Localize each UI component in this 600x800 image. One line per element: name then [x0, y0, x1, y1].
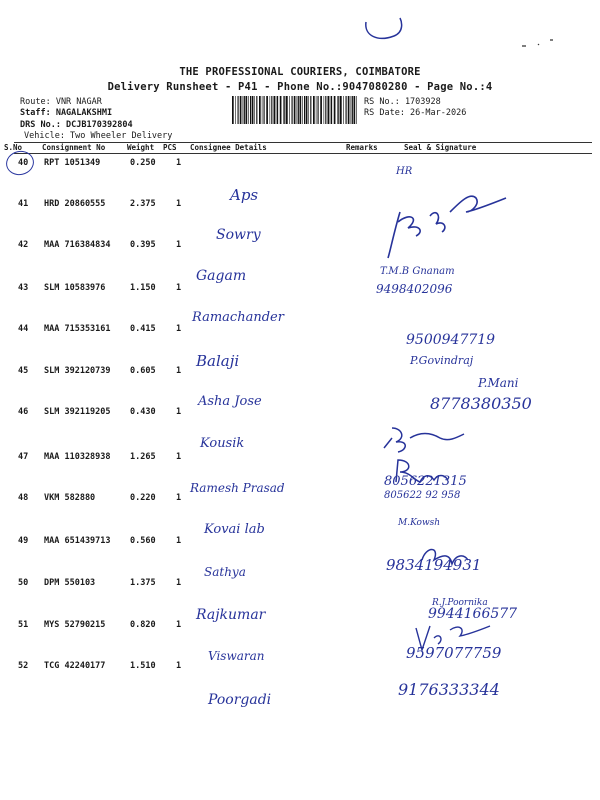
row-sno: 42: [18, 240, 29, 250]
row-consignee-handwritten: Kovai lab: [204, 522, 265, 537]
row-consignment-no: DPM 550103: [44, 578, 96, 588]
route-label: Route: VNR NAGAR: [20, 97, 102, 107]
row-weight: 1.265: [130, 452, 156, 462]
row-remark-handwritten: 9597077759: [406, 644, 502, 662]
col-remarks: Remarks: [346, 143, 378, 152]
signature-49: [416, 540, 476, 574]
rs-number: RS No.: 1703928: [364, 97, 441, 107]
row-weight: 1.150: [130, 283, 156, 293]
col-weight: Weight: [127, 143, 155, 152]
row-sno: 51: [18, 620, 29, 630]
row-weight: 1.510: [130, 661, 156, 671]
row-remark-handwritten: R.J.Poornika: [432, 598, 488, 608]
row-remark-handwritten: M.Kowsh: [398, 518, 441, 528]
row-weight: 0.430: [130, 407, 156, 417]
row-consignment-no: MAA 110328938: [44, 452, 111, 462]
row-consignment-no: HRD 20860555: [44, 199, 106, 209]
row-pcs: 1: [176, 661, 182, 671]
row-sno: 41: [18, 199, 29, 209]
row-sno: 43: [18, 283, 29, 293]
row-consignment-no: RPT 1051349: [44, 158, 101, 168]
row-remark-handwritten: 9176333344: [398, 680, 500, 699]
row-weight: 0.250: [130, 158, 156, 168]
row-weight: 0.415: [130, 324, 156, 334]
row-weight: 0.605: [130, 366, 156, 376]
row-sno: 48: [18, 493, 29, 503]
header-bottom-rule: [14, 153, 592, 154]
row-pcs: 1: [176, 199, 182, 209]
col-consignment: Consignment No: [42, 143, 106, 152]
row-consignee-handwritten: Balaji: [196, 352, 240, 370]
row-sno: 46: [18, 407, 29, 417]
row-sno: 47: [18, 452, 29, 462]
row-remark-handwritten: HR: [396, 166, 413, 177]
row-pcs: 1: [176, 493, 182, 503]
row-sno: 52: [18, 661, 29, 671]
corner-marks: [518, 34, 558, 54]
row-consignment-no: TCG 42240177: [44, 661, 106, 671]
handwritten-note: P.Mani: [478, 376, 519, 390]
col-pcs: PCS: [163, 143, 177, 152]
handwritten-note: P.Govindraj: [410, 354, 474, 367]
row-pcs: 1: [176, 158, 182, 168]
row-sno: 40: [18, 158, 29, 168]
signature-46: [380, 418, 480, 458]
row-sno: 50: [18, 578, 29, 588]
row-consignee-handwritten: Kousik: [200, 436, 245, 451]
signature-51: [410, 618, 500, 658]
row-sno: 49: [18, 536, 29, 546]
top-scribble: [360, 12, 420, 44]
row-consignment-no: VKM 582880: [44, 493, 96, 503]
row-consignment-no: SLM 10583976: [44, 283, 106, 293]
row-weight: 0.820: [130, 620, 156, 630]
row-consignment-no: MAA 716384834: [44, 240, 111, 250]
row-remark-handwritten: 9500947719: [406, 332, 496, 348]
staff-label: Staff: NAGALAKSHMI: [20, 108, 113, 118]
row-consignee-handwritten: Sowry: [216, 227, 261, 243]
col-consignee: Consignee Details: [190, 143, 267, 152]
row-consignment-no: MAA 715353161: [44, 324, 111, 334]
row-pcs: 1: [176, 283, 182, 293]
row-consignee-handwritten: Asha Jose: [198, 394, 262, 409]
row-consignee-handwritten: Viswaran: [208, 649, 265, 663]
row-consignment-no: MYS 52790215: [44, 620, 106, 630]
row-remark-handwritten: 8778380350: [430, 394, 532, 413]
row-weight: 2.375: [130, 199, 156, 209]
row-pcs: 1: [176, 366, 182, 376]
runsheet-subtitle: Delivery Runsheet - P41 - Phone No.:9047080280 - Page No.:4: [107, 81, 493, 93]
row-remark-handwritten: T.M.B Gnanam: [380, 266, 455, 277]
row-weight: 0.220: [130, 493, 156, 503]
row-weight: 0.560: [130, 536, 156, 546]
row-remark-handwritten: 9498402096: [376, 282, 453, 296]
row-pcs: 1: [176, 536, 182, 546]
vehicle-label: Vehicle: Two Wheeler Delivery: [24, 131, 173, 141]
row-consignment-no: SLM 392119205: [44, 407, 111, 417]
row-consignee-handwritten: Gagam: [196, 268, 247, 284]
row-pcs: 1: [176, 578, 182, 588]
row-consignee-handwritten: Ramesh Prasad: [190, 481, 285, 495]
row-weight: 0.395: [130, 240, 156, 250]
row-consignment-no: SLM 392120739: [44, 366, 111, 376]
barcode: [232, 96, 360, 124]
row-consignee-handwritten: Sathya: [204, 565, 246, 579]
row-sno: 44: [18, 324, 29, 334]
handwritten-note: 805622 92 958: [384, 490, 461, 501]
row-consignee-handwritten: Rajkumar: [196, 607, 266, 623]
row-consignment-no: MAA 651439713: [44, 536, 111, 546]
drs-label: DRS No.: DCJB170392804: [20, 120, 133, 130]
row-consignee-handwritten: Ramachander: [192, 310, 284, 325]
signature-47: [392, 456, 452, 486]
row-remark-handwritten: 9834194931: [386, 556, 482, 574]
row-pcs: 1: [176, 240, 182, 250]
row-consignee-handwritten: Aps: [230, 186, 259, 204]
row-consignee-handwritten: Poorgadi: [208, 692, 272, 708]
signature-41: [380, 172, 530, 262]
row-pcs: 1: [176, 452, 182, 462]
company-title: THE PROFESSIONAL COURIERS, COIMBATORE: [179, 66, 421, 78]
row-pcs: 1: [176, 620, 182, 630]
handwritten-note: 9944166577: [428, 606, 518, 622]
col-seal: Seal & Signature: [404, 143, 477, 152]
rs-date: RS Date: 26-Mar-2026: [364, 108, 467, 118]
row-weight: 1.375: [130, 578, 156, 588]
col-sno: S.No: [4, 143, 23, 152]
row-remark-handwritten: 8056221315: [384, 474, 467, 489]
row-pcs: 1: [176, 324, 182, 334]
row-pcs: 1: [176, 407, 182, 417]
row-sno: 45: [18, 366, 29, 376]
